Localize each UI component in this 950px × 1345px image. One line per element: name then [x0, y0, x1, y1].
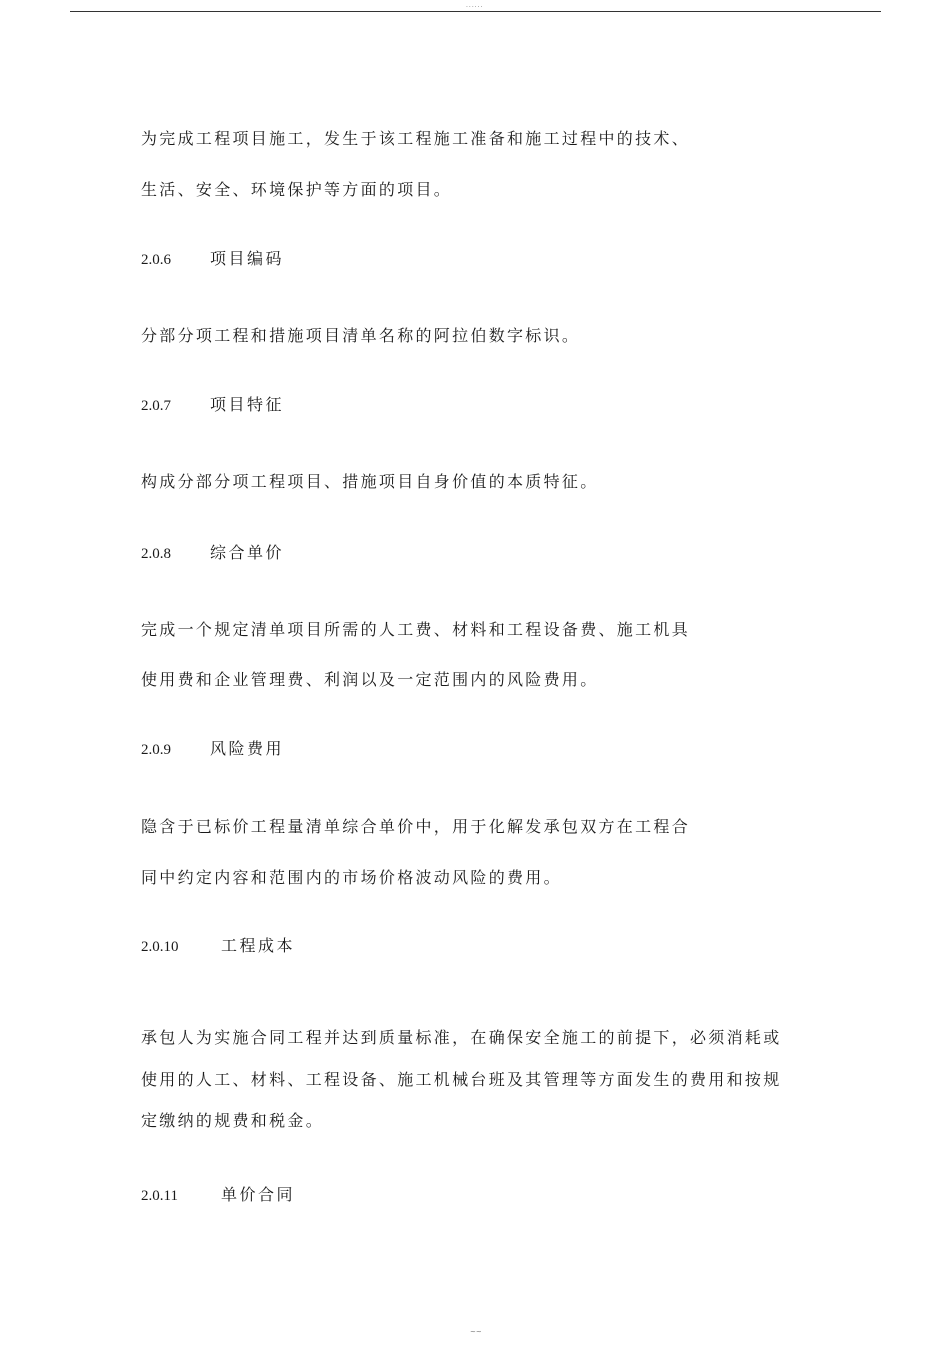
section-heading-2-0-6: [141, 249, 284, 270]
footer-mark: ~~: [470, 1328, 482, 1336]
section-heading-2-0-7: [141, 395, 284, 416]
section-number: 2.0.11: [141, 1188, 178, 1204]
paragraph-line: 使用费和企业管理费、利润以及一定范围内的风险费用。: [141, 670, 599, 689]
header-mark: ......: [466, 2, 484, 9]
section-heading-2-0-10: [141, 936, 295, 957]
section-term: 综合单价: [210, 543, 285, 562]
paragraph-line: 同中约定内容和范围内的市场价格波动风险的费用。: [141, 868, 562, 887]
paragraph-line: 分部分项工程和措施项目清单名称的阿拉伯数字标识。: [141, 326, 581, 345]
section-heading-2-0-11: [141, 1185, 295, 1206]
paragraph-line: 构成分部分项工程项目、措施项目自身价值的本质特征。: [141, 472, 599, 491]
paragraph-line: 定缴纳的规费和税金。: [141, 1111, 325, 1130]
paragraph-line: 使用的人工、材料、工程设备、施工机械台班及其管理等方面发生的费用和按规: [141, 1070, 782, 1089]
section-number: 2.0.8: [141, 546, 171, 562]
section-number: 2.0.7: [141, 398, 171, 414]
section-number: 2.0.9: [141, 742, 171, 758]
section-number: 2.0.10: [141, 939, 179, 955]
header-rule: [70, 11, 881, 12]
paragraph-line: 为完成工程项目施工，发生于该工程施工准备和施工过程中的技术、: [141, 129, 691, 148]
paragraph-line: 完成一个规定清单项目所需的人工费、材料和工程设备费、施工机具: [141, 620, 691, 639]
section-term: 单价合同: [221, 1185, 296, 1204]
section-term: 风险费用: [210, 739, 285, 758]
paragraph-line: 生活、安全、环境保护等方面的项目。: [141, 180, 453, 199]
section-heading-2-0-8: [141, 543, 284, 564]
paragraph-line: 隐含于已标价工程量清单综合单价中，用于化解发承包双方在工程合: [141, 817, 691, 836]
section-heading-2-0-9: [141, 739, 284, 760]
section-number: 2.0.6: [141, 252, 171, 268]
section-term: 项目编码: [210, 249, 285, 268]
section-term: 项目特征: [210, 395, 285, 414]
paragraph-line: 承包人为实施合同工程并达到质量标准，在确保安全施工的前提下，必须消耗或: [141, 1028, 782, 1047]
section-term: 工程成本: [221, 936, 296, 955]
